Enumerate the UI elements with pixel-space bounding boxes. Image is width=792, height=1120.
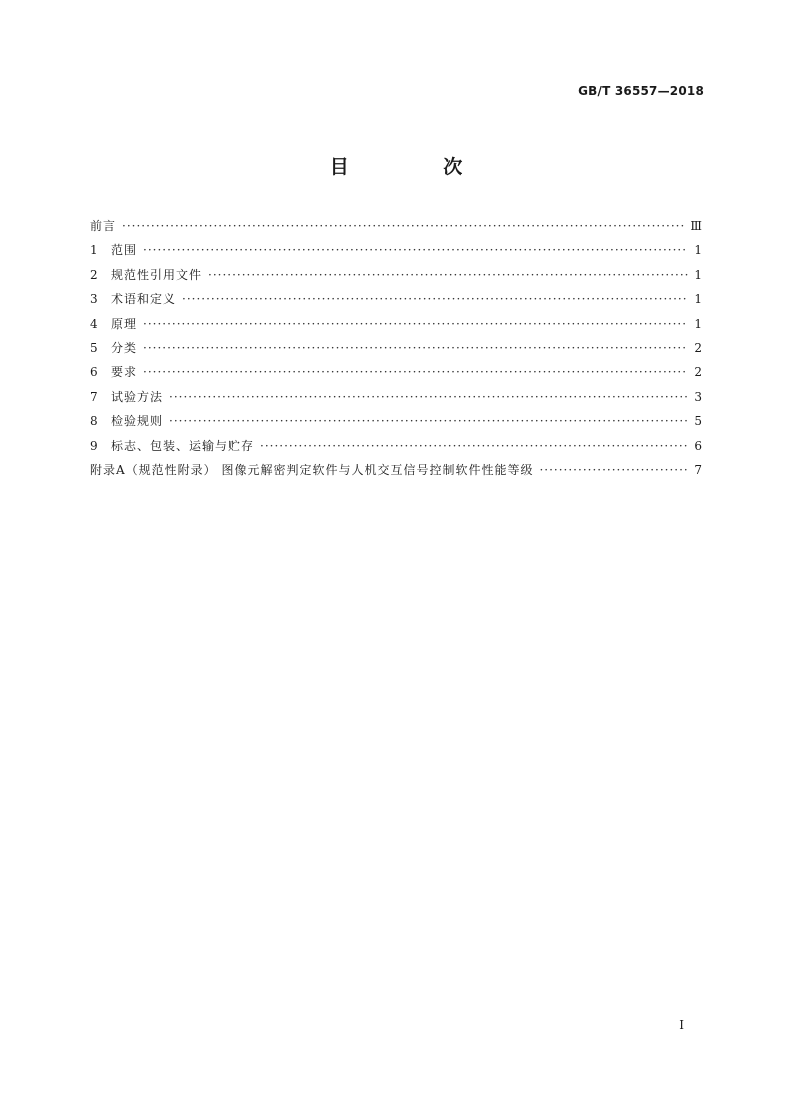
toc-leader-dots — [143, 238, 688, 262]
toc-entry-9[interactable] — [90, 434, 702, 458]
toc-entry-1[interactable] — [90, 238, 702, 262]
toc-entry-page: 1 — [694, 243, 702, 258]
toc-entry-4[interactable] — [90, 312, 702, 336]
page-number: Ⅰ — [679, 1018, 684, 1032]
toc-leader-dots — [143, 312, 688, 336]
toc-entry-title: 范围 — [111, 243, 138, 258]
toc-entry-page: 2 — [694, 340, 702, 355]
toc-entry-number: 6 — [90, 365, 98, 380]
toc-leader-dots — [208, 263, 688, 287]
page-title: 目 次 — [329, 156, 507, 178]
toc-leader-dots — [539, 458, 688, 482]
table-of-contents — [90, 214, 702, 482]
toc-entry-number: 5 — [90, 340, 98, 355]
toc-leader-dots — [169, 409, 688, 433]
toc-entry-page: 6 — [694, 438, 702, 453]
toc-entry-page: 5 — [694, 414, 702, 429]
toc-entry-page: 7 — [694, 462, 702, 477]
toc-entry-number: 2 — [90, 267, 98, 282]
toc-entry-3[interactable] — [90, 287, 702, 311]
toc-entry-annex-a[interactable] — [90, 458, 702, 482]
toc-entry-title: 检验规则 — [111, 414, 164, 429]
toc-leader-dots — [169, 385, 688, 409]
toc-entry-6[interactable] — [90, 360, 702, 384]
toc-entry-title: 标志、包装、运输与贮存 — [111, 438, 255, 453]
toc-entry-number: 7 — [90, 389, 98, 404]
toc-entry-number: 3 — [90, 292, 98, 307]
toc-entry-title: 前言 — [90, 219, 117, 233]
standard-code: GB/T 36557—2018 — [578, 84, 704, 98]
toc-entry-title: 原理 — [111, 316, 138, 331]
toc-entry-title: 附录A（规范性附录） 图像元解密判定软件与人机交互信号控制软件性能等级 — [90, 462, 534, 477]
toc-entry-title: 术语和定义 — [111, 292, 177, 307]
toc-leader-dots — [182, 287, 688, 311]
toc-entry-8[interactable] — [90, 409, 702, 433]
toc-entry-page: 1 — [694, 292, 702, 307]
toc-entry-page: 3 — [694, 389, 702, 404]
toc-entry-7[interactable] — [90, 385, 702, 409]
toc-entry-number: 4 — [90, 316, 98, 331]
toc-entry-5[interactable] — [90, 336, 702, 360]
toc-leader-dots — [143, 336, 688, 360]
toc-entry-number: 8 — [90, 414, 98, 429]
toc-entry-number: 9 — [90, 438, 98, 453]
toc-leader-dots — [260, 434, 688, 458]
toc-entry-number: 1 — [90, 243, 98, 258]
toc-entry-title: 试验方法 — [111, 389, 164, 404]
toc-entry-page: 1 — [694, 267, 702, 282]
toc-entry-title: 规范性引用文件 — [111, 267, 203, 282]
toc-leader-dots — [143, 360, 688, 384]
toc-entry-title: 要求 — [111, 365, 138, 380]
toc-entry-2[interactable] — [90, 263, 702, 287]
toc-entry-title: 分类 — [111, 340, 138, 355]
toc-entry-page: Ⅲ — [690, 219, 702, 233]
toc-entry-foreword[interactable] — [90, 214, 702, 238]
toc-entry-page: 2 — [694, 365, 702, 380]
toc-entry-page: 1 — [694, 316, 702, 331]
toc-leader-dots — [122, 214, 684, 238]
